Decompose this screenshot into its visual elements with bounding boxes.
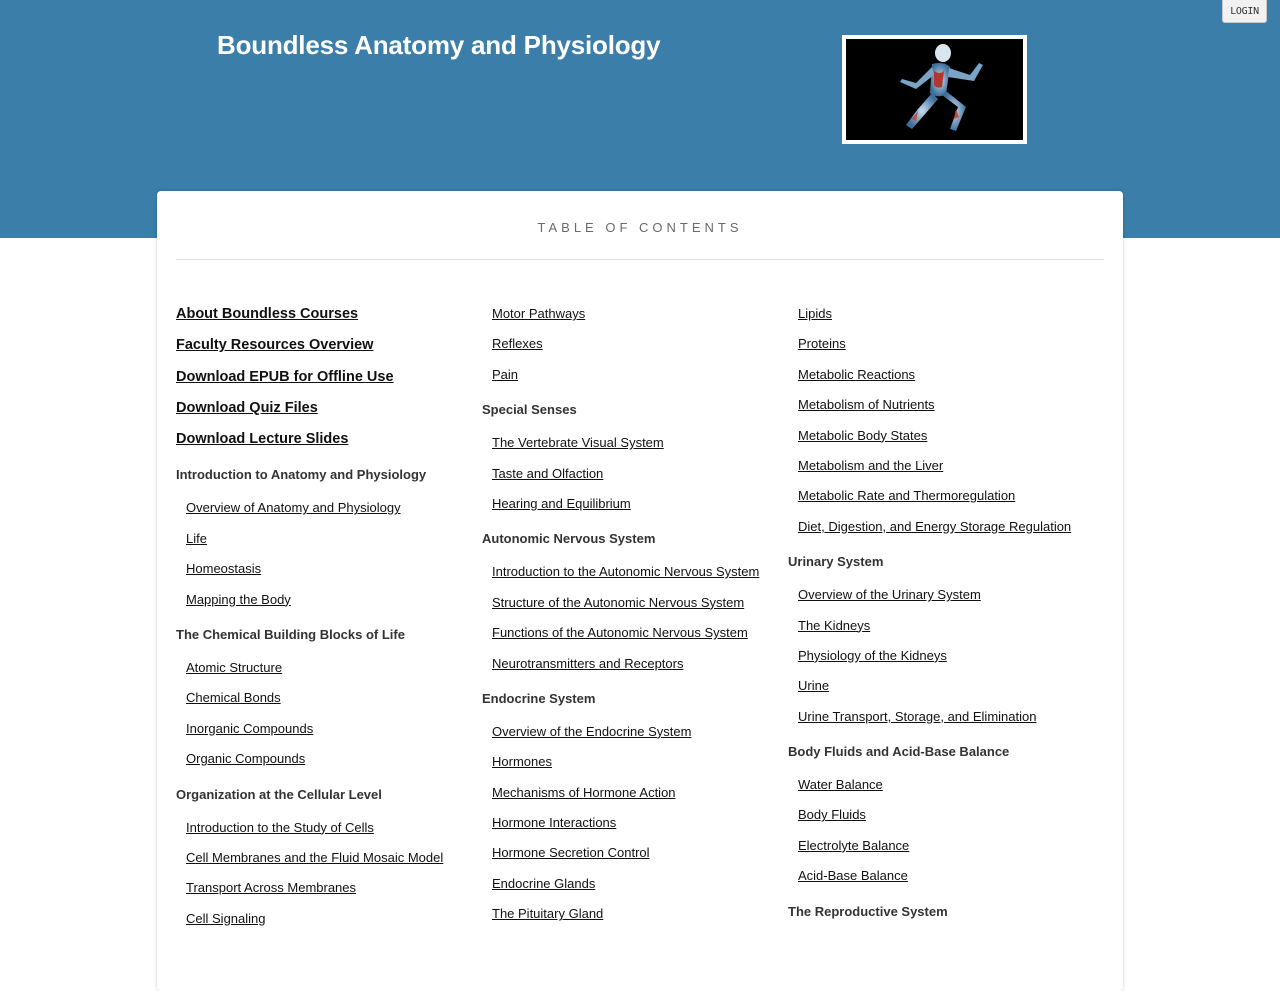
toc-chapter-link[interactable]: Structure of the Autonomic Nervous System bbox=[492, 594, 745, 610]
toc-chapter-link[interactable]: Taste and Olfaction bbox=[492, 465, 604, 481]
section-title: Introduction to Anatomy and Physiology bbox=[176, 467, 427, 483]
login-button[interactable]: LOGIN bbox=[1222, 0, 1267, 23]
toc-chapter-link[interactable]: Urine bbox=[798, 678, 830, 694]
toc-chapter-link[interactable]: Cell Signaling bbox=[186, 910, 266, 926]
toc-chapter-link[interactable]: Introduction to the Autonomic Nervous System bbox=[492, 564, 760, 580]
section-title: Urinary System bbox=[788, 554, 884, 570]
toc-chapter-link[interactable]: The Vertebrate Visual System bbox=[492, 435, 664, 451]
toc-chapter-link[interactable]: Metabolism of Nutrients bbox=[798, 397, 935, 413]
toc-chapter-link[interactable]: Urine Transport, Storage, and Elimination bbox=[798, 708, 1037, 724]
section-title: Special Senses bbox=[482, 402, 577, 418]
toc-chapter-link[interactable]: Hormone Secretion Control bbox=[492, 845, 650, 861]
toc-chapter-link[interactable]: Metabolic Body States bbox=[798, 427, 928, 443]
toc-chapter-link[interactable]: Electrolyte Balance bbox=[798, 837, 910, 853]
toc-link-faculty-resources[interactable]: Faculty Resources Overview bbox=[176, 337, 374, 354]
toc-chapter-link[interactable]: Lipids bbox=[798, 306, 832, 321]
site-title: Boundless Anatomy and Physiology bbox=[217, 30, 661, 60]
toc-chapter-link[interactable]: Hormone Interactions bbox=[492, 815, 617, 831]
section-title: The Reproductive System bbox=[788, 903, 948, 919]
toc-chapter-link[interactable]: Hormones bbox=[492, 754, 552, 770]
toc-chapter-link[interactable]: Mechanisms of Hormone Action bbox=[492, 784, 676, 800]
toc-chapter-link[interactable]: Pain bbox=[492, 366, 519, 382]
section-title: Endocrine System bbox=[482, 690, 596, 706]
toc-chapter-link[interactable]: Body Fluids bbox=[798, 807, 866, 823]
toc-chapter-link[interactable]: Diet, Digestion, and Energy Storage Regulation bbox=[798, 518, 1072, 534]
toc-chapter-link[interactable]: Mapping the Body bbox=[186, 591, 291, 607]
section-title: The Chemical Building Blocks of Life bbox=[176, 627, 405, 643]
toc-chapter-link[interactable]: Metabolic Reactions bbox=[798, 366, 916, 382]
toc-chapter-link[interactable]: Water Balance bbox=[798, 777, 883, 793]
toc-link-about-boundless[interactable]: About Boundless Courses bbox=[176, 306, 359, 322]
toc-chapter-link[interactable]: Physiology of the Kidneys bbox=[798, 647, 947, 663]
toc-chapter-link[interactable]: Overview of the Urinary System bbox=[798, 587, 981, 603]
section-title: Autonomic Nervous System bbox=[482, 531, 656, 547]
toc-link-download-epub[interactable]: Download EPUB for Offline Use bbox=[176, 368, 394, 385]
toc-chapter-link[interactable]: Functions of the Autonomic Nervous System bbox=[492, 625, 748, 641]
toc-chapter-link[interactable]: Chemical Bonds bbox=[186, 690, 281, 706]
toc-chapter-link[interactable]: The Kidneys bbox=[798, 617, 871, 633]
toc-column-3 bbox=[788, 299, 1088, 930]
toc-card bbox=[157, 191, 1123, 991]
toc-chapter-link[interactable]: Hearing and Equilibrium bbox=[492, 495, 631, 511]
toc-chapter-link[interactable]: Overview of Anatomy and Physiology bbox=[186, 500, 401, 516]
section-title: Body Fluids and Acid-Base Balance bbox=[788, 744, 1010, 760]
toc-chapter-link[interactable]: Transport Across Membranes bbox=[186, 880, 357, 896]
toc-chapter-link[interactable]: Proteins bbox=[798, 336, 846, 352]
cover-image bbox=[842, 35, 1027, 144]
toc-column-2 bbox=[482, 299, 782, 930]
toc-chapter-link[interactable]: Overview of the Endocrine System bbox=[492, 723, 692, 739]
toc-chapter-link[interactable]: Metabolism and the Liver bbox=[798, 457, 944, 473]
running-figure-image bbox=[846, 39, 1023, 140]
toc-chapter-link[interactable]: Metabolic Rate and Thermoregulation bbox=[798, 488, 1016, 504]
toc-link-download-quiz[interactable]: Download Quiz Files bbox=[176, 399, 318, 416]
toc-chapter-link[interactable]: Atomic Structure bbox=[186, 660, 283, 676]
toc-chapter-link[interactable]: Acid-Base Balance bbox=[798, 868, 908, 884]
toc-chapter-link[interactable]: Motor Pathways bbox=[492, 306, 586, 321]
toc-chapter-link[interactable]: Inorganic Compounds bbox=[186, 720, 314, 736]
toc-column-1 bbox=[176, 299, 476, 934]
divider bbox=[176, 259, 1104, 260]
toc-link-download-slides[interactable]: Download Lecture Slides bbox=[176, 431, 349, 448]
toc-chapter-link[interactable]: Reflexes bbox=[492, 336, 543, 352]
toc-chapter-link[interactable]: Neurotransmitters and Receptors bbox=[492, 655, 684, 671]
toc-heading: TABLE OF CONTENTS bbox=[537, 220, 743, 235]
toc-chapter-link[interactable]: Homeostasis bbox=[186, 561, 262, 577]
toc-chapter-link[interactable]: Life bbox=[186, 530, 207, 546]
toc-chapter-link[interactable]: Organic Compounds bbox=[186, 751, 306, 767]
toc-chapter-link[interactable]: Cell Membranes and the Fluid Mosaic Model bbox=[186, 850, 444, 865]
toc-chapter-link[interactable]: Introduction to the Study of Cells bbox=[186, 819, 374, 835]
toc-chapter-link[interactable]: Endocrine Glands bbox=[492, 875, 596, 891]
toc-chapter-link[interactable]: The Pituitary Gland bbox=[492, 906, 604, 922]
section-title: Organization at the Cellular Level bbox=[176, 786, 382, 802]
